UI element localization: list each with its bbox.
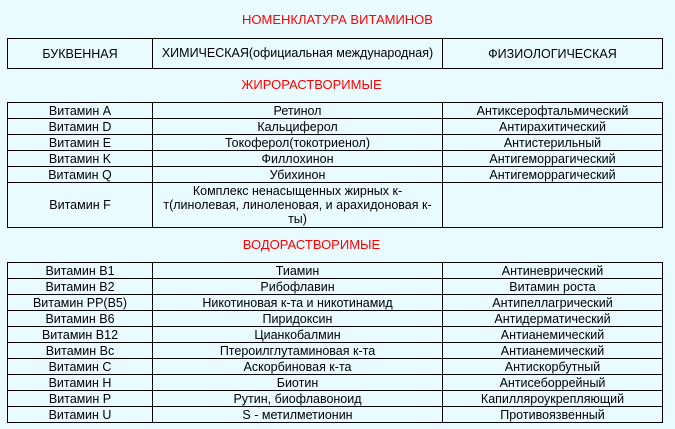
table-row [8,263,663,279]
vitamin-letter: Витамин А [8,103,153,119]
vitamin-letter: Витамин E [8,135,153,151]
vitamin-physiological: Противоязвенный [443,407,663,423]
table-row [8,327,663,343]
vitamin-letter: Витамин K [8,151,153,167]
vitamin-letter: Витамин В6 [8,311,153,327]
fat-soluble-table [7,102,663,228]
table-row [8,391,663,407]
vitamin-letter: Витамин F [8,183,153,228]
table-row [8,167,663,183]
vitamin-letter: Витамин РР(В5) [8,295,153,311]
vitamin-chemical: Пиридоксин [153,311,443,327]
table-row [8,279,663,295]
table-row [8,119,663,135]
vitamin-letter: Витамин Н [8,375,153,391]
vitamin-letter: Витамин В2 [8,279,153,295]
vitamin-chemical: Рибофлавин [153,279,443,295]
vitamin-physiological: Антигеморрагический [443,151,663,167]
table-row [8,151,663,167]
vitamin-physiological: Антигеморрагический [443,167,663,183]
table-row [8,295,663,311]
vitamin-physiological: Антирахитический [443,119,663,135]
vitamin-chemical: Убихинон [153,167,443,183]
table-row [8,135,663,151]
vitamin-physiological: Антианемический [443,343,663,359]
header-table [7,38,663,69]
vitamin-physiological: Антистерильный [443,135,663,151]
vitamin-chemical: Тиамин [153,263,443,279]
vitamin-physiological: Антианемический [443,327,663,343]
table-row [8,343,663,359]
vitamin-chemical: Ретинол [153,103,443,119]
table-row [8,103,663,119]
vitamin-physiological: Антиксерофтальмический [443,103,663,119]
vitamin-chemical: Цианкобалмин [153,327,443,343]
vitamin-letter: Витамин D [8,119,153,135]
header-chemical: ХИМИЧЕСКАЯ(официальная международная) [153,39,443,69]
vitamin-physiological: Антиневрический [443,263,663,279]
water-soluble-table [7,262,663,423]
vitamin-physiological [443,183,663,228]
vitamin-chemical: Никотиновая к-та и никотинамид [153,295,443,311]
vitamin-physiological: Антисеборрейный [443,375,663,391]
vitamin-chemical: Птероилглутаминовая к-та [153,343,443,359]
water-soluble-title: ВОДОРАСТВОРИМЫЕ [242,237,381,252]
table-row [8,375,663,391]
table-row [8,183,663,228]
vitamin-chemical: S - метилметионин [153,407,443,423]
vitamin-physiological: Антискорбутный [443,359,663,375]
vitamin-chemical: Биотин [153,375,443,391]
fat-soluble-title: ЖИРОРАСТВОРИМЫЕ [241,77,382,92]
vitamin-chemical: Токоферол(токотриенол) [153,135,443,151]
header-physiological: ФИЗИОЛОГИЧЕСКАЯ [443,39,663,69]
vitamin-letter: Витамин В1 [8,263,153,279]
vitamin-chemical: Комплекс ненасыщенных жирных к-т(линолевая, линоленовая, и арахидоновая к-ты) [153,183,443,228]
vitamin-physiological: Антипеллагрический [443,295,663,311]
vitamin-chemical: Аскорбиновая к-та [153,359,443,375]
vitamin-letter: Витамин Q [8,167,153,183]
vitamin-letter: Витамин Вс [8,343,153,359]
header-letter: БУКВЕННАЯ [8,39,153,69]
vitamin-letter: Витамин U [8,407,153,423]
table-row [8,311,663,327]
table-row [8,407,663,423]
page-title: НОМЕНКЛАТУРА ВИТАМИНОВ [242,12,433,27]
vitamin-chemical: Кальциферол [153,119,443,135]
vitamin-letter: Витамин В12 [8,327,153,343]
vitamin-chemical: Рутин, биофлавоноид [153,391,443,407]
vitamin-letter: Витамин Р [8,391,153,407]
vitamin-physiological: Капилляроукрепляющий [443,391,663,407]
vitamin-chemical: Филлохинон [153,151,443,167]
vitamin-physiological: Антидерматический [443,311,663,327]
vitamin-physiological: Витамин роста [443,279,663,295]
vitamin-letter: Витамин С [8,359,153,375]
table-row [8,359,663,375]
header-row [8,39,663,69]
